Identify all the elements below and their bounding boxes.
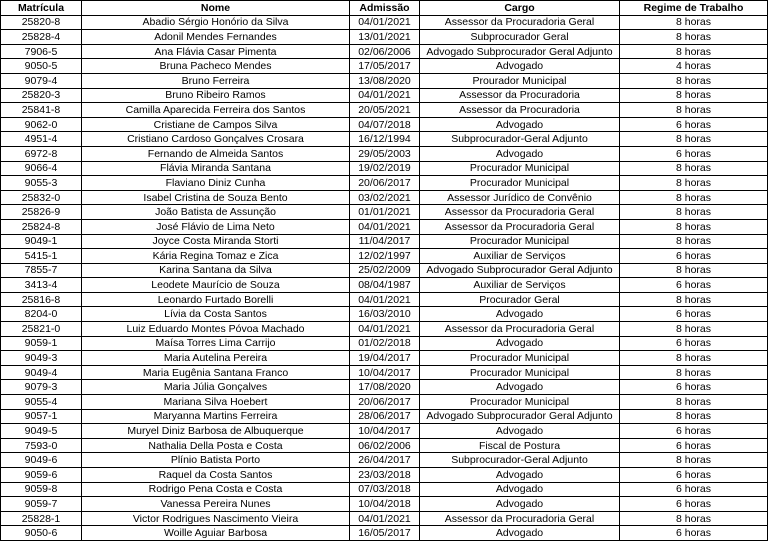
cell-regime: 8 horas (620, 190, 768, 205)
table-row (1, 73, 768, 88)
cell-nome: José Flávio de Lima Neto (82, 219, 350, 234)
cell-cargo: Advogado (420, 117, 620, 132)
cell-cargo: Advogado (420, 146, 620, 161)
cell-matricula: 6972-8 (1, 146, 82, 161)
cell-regime: 8 horas (620, 30, 768, 45)
cell-admissao: 16/12/1994 (350, 132, 420, 147)
cell-regime: 8 horas (620, 511, 768, 526)
cell-admissao: 25/02/2009 (350, 263, 420, 278)
cell-regime: 8 horas (620, 176, 768, 191)
cell-matricula: 25820-8 (1, 15, 82, 30)
header-row (1, 1, 768, 16)
table-row (1, 322, 768, 337)
cell-regime: 6 horas (620, 146, 768, 161)
cell-admissao: 12/02/1997 (350, 249, 420, 264)
cell-cargo: Subprocurador-Geral Adjunto (420, 132, 620, 147)
table-row (1, 59, 768, 74)
cell-nome: Bruno Ribeiro Ramos (82, 88, 350, 103)
cell-regime: 8 horas (620, 44, 768, 59)
cell-regime: 6 horas (620, 468, 768, 483)
cell-matricula: 5415-1 (1, 249, 82, 264)
cell-cargo: Advogado (420, 307, 620, 322)
cell-nome: Leonardo Furtado Borelli (82, 292, 350, 307)
cell-cargo: Assessor da Procuradoria Geral (420, 205, 620, 220)
table-row (1, 132, 768, 147)
cell-nome: Maria Eugênia Santana Franco (82, 365, 350, 380)
table-row (1, 453, 768, 468)
cell-regime: 6 horas (620, 380, 768, 395)
cell-admissao: 13/08/2020 (350, 73, 420, 88)
cell-regime: 6 horas (620, 482, 768, 497)
cell-matricula: 9059-8 (1, 482, 82, 497)
cell-cargo: Advogado (420, 468, 620, 483)
cell-admissao: 17/05/2017 (350, 59, 420, 74)
cell-admissao: 17/08/2020 (350, 380, 420, 395)
cell-cargo: Advogado (420, 424, 620, 439)
cell-regime: 8 horas (620, 15, 768, 30)
cell-admissao: 01/01/2021 (350, 205, 420, 220)
cell-nome: Flávia Miranda Santana (82, 161, 350, 176)
cell-matricula: 9055-4 (1, 395, 82, 410)
cell-cargo: Advogado Subprocurador Geral Adjunto (420, 263, 620, 278)
cell-nome: Raquel da Costa Santos (82, 468, 350, 483)
cell-nome: João Batista de Assunção (82, 205, 350, 220)
cell-admissao: 19/02/2019 (350, 161, 420, 176)
cell-nome: Adonil Mendes Fernandes (82, 30, 350, 45)
cell-regime: 6 horas (620, 336, 768, 351)
cell-nome: Victor Rodrigues Nascimento Vieira (82, 511, 350, 526)
cell-matricula: 25816-8 (1, 292, 82, 307)
cell-matricula: 9055-3 (1, 176, 82, 191)
cell-matricula: 9062-0 (1, 117, 82, 132)
cell-regime: 8 horas (620, 103, 768, 118)
cell-nome: Fernando de Almeida Santos (82, 146, 350, 161)
table-row (1, 30, 768, 45)
table-row (1, 146, 768, 161)
cell-regime: 8 horas (620, 322, 768, 337)
cell-regime: 8 horas (620, 161, 768, 176)
table-row (1, 365, 768, 380)
cell-admissao: 19/04/2017 (350, 351, 420, 366)
cell-matricula: 25832-0 (1, 190, 82, 205)
cell-regime: 6 horas (620, 526, 768, 541)
cell-nome: Camilla Aparecida Ferreira dos Santos (82, 103, 350, 118)
cell-matricula: 25828-1 (1, 511, 82, 526)
cell-nome: Bruno Ferreira (82, 73, 350, 88)
cell-regime: 6 horas (620, 278, 768, 293)
cell-admissao: 20/06/2017 (350, 176, 420, 191)
cell-regime: 6 horas (620, 438, 768, 453)
cell-admissao: 04/01/2021 (350, 292, 420, 307)
cell-matricula: 7855-7 (1, 263, 82, 278)
cell-nome: Bruna Pacheco Mendes (82, 59, 350, 74)
table-row (1, 351, 768, 366)
cell-admissao: 02/06/2006 (350, 44, 420, 59)
cell-nome: Cristiano Cardoso Gonçalves Crosara (82, 132, 350, 147)
table-row (1, 438, 768, 453)
header-nome: Nome (82, 1, 350, 16)
cell-regime: 8 horas (620, 219, 768, 234)
cell-cargo: Procurador Geral (420, 292, 620, 307)
table-row (1, 278, 768, 293)
cell-regime: 8 horas (620, 409, 768, 424)
cell-admissao: 04/01/2021 (350, 15, 420, 30)
cell-matricula: 9079-3 (1, 380, 82, 395)
cell-nome: Flaviano Diniz Cunha (82, 176, 350, 191)
cell-nome: Maísa Torres Lima Carrijo (82, 336, 350, 351)
table-row (1, 103, 768, 118)
cell-cargo: Advogado (420, 482, 620, 497)
cell-nome: Mariana Silva Hoebert (82, 395, 350, 410)
cell-admissao: 13/01/2021 (350, 30, 420, 45)
cell-nome: Plínio Batista Porto (82, 453, 350, 468)
table-row (1, 234, 768, 249)
cell-cargo: Prourador Municipal (420, 73, 620, 88)
cell-admissao: 10/04/2018 (350, 497, 420, 512)
table-row (1, 263, 768, 278)
table-row (1, 292, 768, 307)
cell-matricula: 9049-6 (1, 453, 82, 468)
cell-cargo: Procurador Municipal (420, 176, 620, 191)
cell-regime: 4 horas (620, 59, 768, 74)
cell-nome: Kária Regina Tomaz e Zica (82, 249, 350, 264)
cell-cargo: Assessor da Procuradoria Geral (420, 15, 620, 30)
cell-cargo: Advogado (420, 497, 620, 512)
cell-matricula: 25826-9 (1, 205, 82, 220)
cell-admissao: 26/04/2017 (350, 453, 420, 468)
cell-cargo: Assessor da Procuradoria Geral (420, 219, 620, 234)
cell-matricula: 25841-8 (1, 103, 82, 118)
cell-cargo: Assessor da Procuradoria (420, 103, 620, 118)
cell-nome: Cristiane de Campos Silva (82, 117, 350, 132)
cell-nome: Abadio Sérgio Honório da Silva (82, 15, 350, 30)
cell-admissao: 04/01/2021 (350, 511, 420, 526)
cell-cargo: Advogado (420, 336, 620, 351)
cell-cargo: Advogado (420, 380, 620, 395)
cell-regime: 6 horas (620, 249, 768, 264)
cell-matricula: 7906-5 (1, 44, 82, 59)
cell-matricula: 9057-1 (1, 409, 82, 424)
cell-nome: Muryel Diniz Barbosa de Albuquerque (82, 424, 350, 439)
cell-cargo: Procurador Municipal (420, 351, 620, 366)
cell-matricula: 3413-4 (1, 278, 82, 293)
cell-regime: 8 horas (620, 263, 768, 278)
cell-matricula: 25824-8 (1, 219, 82, 234)
cell-regime: 6 horas (620, 424, 768, 439)
cell-cargo: Procurador Municipal (420, 365, 620, 380)
cell-cargo: Assessor da Procuradoria Geral (420, 511, 620, 526)
cell-admissao: 07/03/2018 (350, 482, 420, 497)
cell-cargo: Advogado (420, 526, 620, 541)
cell-nome: Luiz Eduardo Montes Póvoa Machado (82, 322, 350, 337)
cell-matricula: 9049-1 (1, 234, 82, 249)
cell-matricula: 25820-3 (1, 88, 82, 103)
cell-matricula: 9059-7 (1, 497, 82, 512)
cell-admissao: 20/05/2021 (350, 103, 420, 118)
cell-admissao: 29/05/2003 (350, 146, 420, 161)
header-matricula: Matrícula (1, 1, 82, 16)
table-row (1, 409, 768, 424)
cell-regime: 8 horas (620, 234, 768, 249)
cell-admissao: 16/05/2017 (350, 526, 420, 541)
cell-regime: 8 horas (620, 205, 768, 220)
cell-nome: Isabel Cristina de Souza Bento (82, 190, 350, 205)
table-row (1, 336, 768, 351)
cell-cargo: Subprocurador Geral (420, 30, 620, 45)
cell-admissao: 20/06/2017 (350, 395, 420, 410)
cell-matricula: 25821-0 (1, 322, 82, 337)
cell-matricula: 9049-5 (1, 424, 82, 439)
cell-cargo: Procurador Municipal (420, 161, 620, 176)
table-body (1, 15, 768, 540)
cell-cargo: Subprocurador-Geral Adjunto (420, 453, 620, 468)
table-row (1, 205, 768, 220)
table-row (1, 424, 768, 439)
cell-cargo: Advogado (420, 59, 620, 74)
table-row (1, 468, 768, 483)
cell-regime: 6 horas (620, 307, 768, 322)
cell-nome: Joyce Costa Miranda Storti (82, 234, 350, 249)
table-row (1, 117, 768, 132)
cell-admissao: 04/01/2021 (350, 219, 420, 234)
cell-cargo: Assessor Jurídico de Convênio (420, 190, 620, 205)
cell-admissao: 28/06/2017 (350, 409, 420, 424)
header-regime: Regime de Trabalho (620, 1, 768, 16)
cell-matricula: 8204-0 (1, 307, 82, 322)
cell-regime: 8 horas (620, 395, 768, 410)
table-row (1, 44, 768, 59)
cell-nome: Maryanna Martins Ferreira (82, 409, 350, 424)
cell-matricula: 9079-4 (1, 73, 82, 88)
table-row (1, 307, 768, 322)
cell-matricula: 9050-5 (1, 59, 82, 74)
cell-admissao: 08/04/1987 (350, 278, 420, 293)
cell-nome: Vanessa Pereira Nunes (82, 497, 350, 512)
cell-nome: Woille Aguiar Barbosa (82, 526, 350, 541)
cell-cargo: Auxiliar de Serviços (420, 249, 620, 264)
table-row (1, 511, 768, 526)
cell-regime: 6 horas (620, 497, 768, 512)
cell-cargo: Fiscal de Postura (420, 438, 620, 453)
cell-matricula: 9049-3 (1, 351, 82, 366)
cell-nome: Lívia da Costa Santos (82, 307, 350, 322)
cell-admissao: 04/07/2018 (350, 117, 420, 132)
cell-nome: Nathalia Della Posta e Costa (82, 438, 350, 453)
cell-cargo: Auxiliar de Serviços (420, 278, 620, 293)
cell-regime: 8 horas (620, 292, 768, 307)
cell-admissao: 16/03/2010 (350, 307, 420, 322)
cell-matricula: 9059-6 (1, 468, 82, 483)
table-row (1, 380, 768, 395)
cell-matricula: 7593-0 (1, 438, 82, 453)
table-row (1, 395, 768, 410)
cell-regime: 8 horas (620, 351, 768, 366)
cell-regime: 8 horas (620, 88, 768, 103)
cell-matricula: 25828-4 (1, 30, 82, 45)
cell-admissao: 10/04/2017 (350, 424, 420, 439)
cell-cargo: Advogado Subprocurador Geral Adjunto (420, 44, 620, 59)
cell-regime: 8 horas (620, 73, 768, 88)
table-row (1, 526, 768, 541)
cell-cargo: Procurador Municipal (420, 395, 620, 410)
cell-regime: 8 horas (620, 453, 768, 468)
cell-nome: Karina Santana da Silva (82, 263, 350, 278)
table-row (1, 482, 768, 497)
cell-matricula: 9050-6 (1, 526, 82, 541)
cell-matricula: 9049-4 (1, 365, 82, 380)
cell-cargo: Assessor da Procuradoria (420, 88, 620, 103)
table-row (1, 219, 768, 234)
cell-matricula: 4951-4 (1, 132, 82, 147)
table-row (1, 249, 768, 264)
header-admissao: Admissão (350, 1, 420, 16)
table-row (1, 88, 768, 103)
cell-admissao: 23/03/2018 (350, 468, 420, 483)
table-row (1, 190, 768, 205)
table-row (1, 497, 768, 512)
table-row (1, 15, 768, 30)
cell-admissao: 04/01/2021 (350, 88, 420, 103)
header-cargo: Cargo (420, 1, 620, 16)
cell-cargo: Advogado Subprocurador Geral Adjunto (420, 409, 620, 424)
cell-regime: 8 horas (620, 365, 768, 380)
cell-cargo: Assessor da Procuradoria Geral (420, 322, 620, 337)
cell-nome: Rodrigo Pena Costa e Costa (82, 482, 350, 497)
cell-admissao: 03/02/2021 (350, 190, 420, 205)
cell-admissao: 10/04/2017 (350, 365, 420, 380)
cell-cargo: Procurador Municipal (420, 234, 620, 249)
table-row (1, 161, 768, 176)
cell-matricula: 9066-4 (1, 161, 82, 176)
cell-regime: 8 horas (620, 132, 768, 147)
cell-nome: Maria Júlia Gonçalves (82, 380, 350, 395)
cell-admissao: 01/02/2018 (350, 336, 420, 351)
cell-nome: Ana Flávia Casar Pimenta (82, 44, 350, 59)
cell-admissao: 04/01/2021 (350, 322, 420, 337)
cell-nome: Leodete Maurício de Souza (82, 278, 350, 293)
cell-nome: Maria Autelina Pereira (82, 351, 350, 366)
cell-admissao: 06/02/2006 (350, 438, 420, 453)
cell-regime: 6 horas (620, 117, 768, 132)
cell-admissao: 11/04/2017 (350, 234, 420, 249)
table-row (1, 176, 768, 191)
cell-matricula: 9059-1 (1, 336, 82, 351)
